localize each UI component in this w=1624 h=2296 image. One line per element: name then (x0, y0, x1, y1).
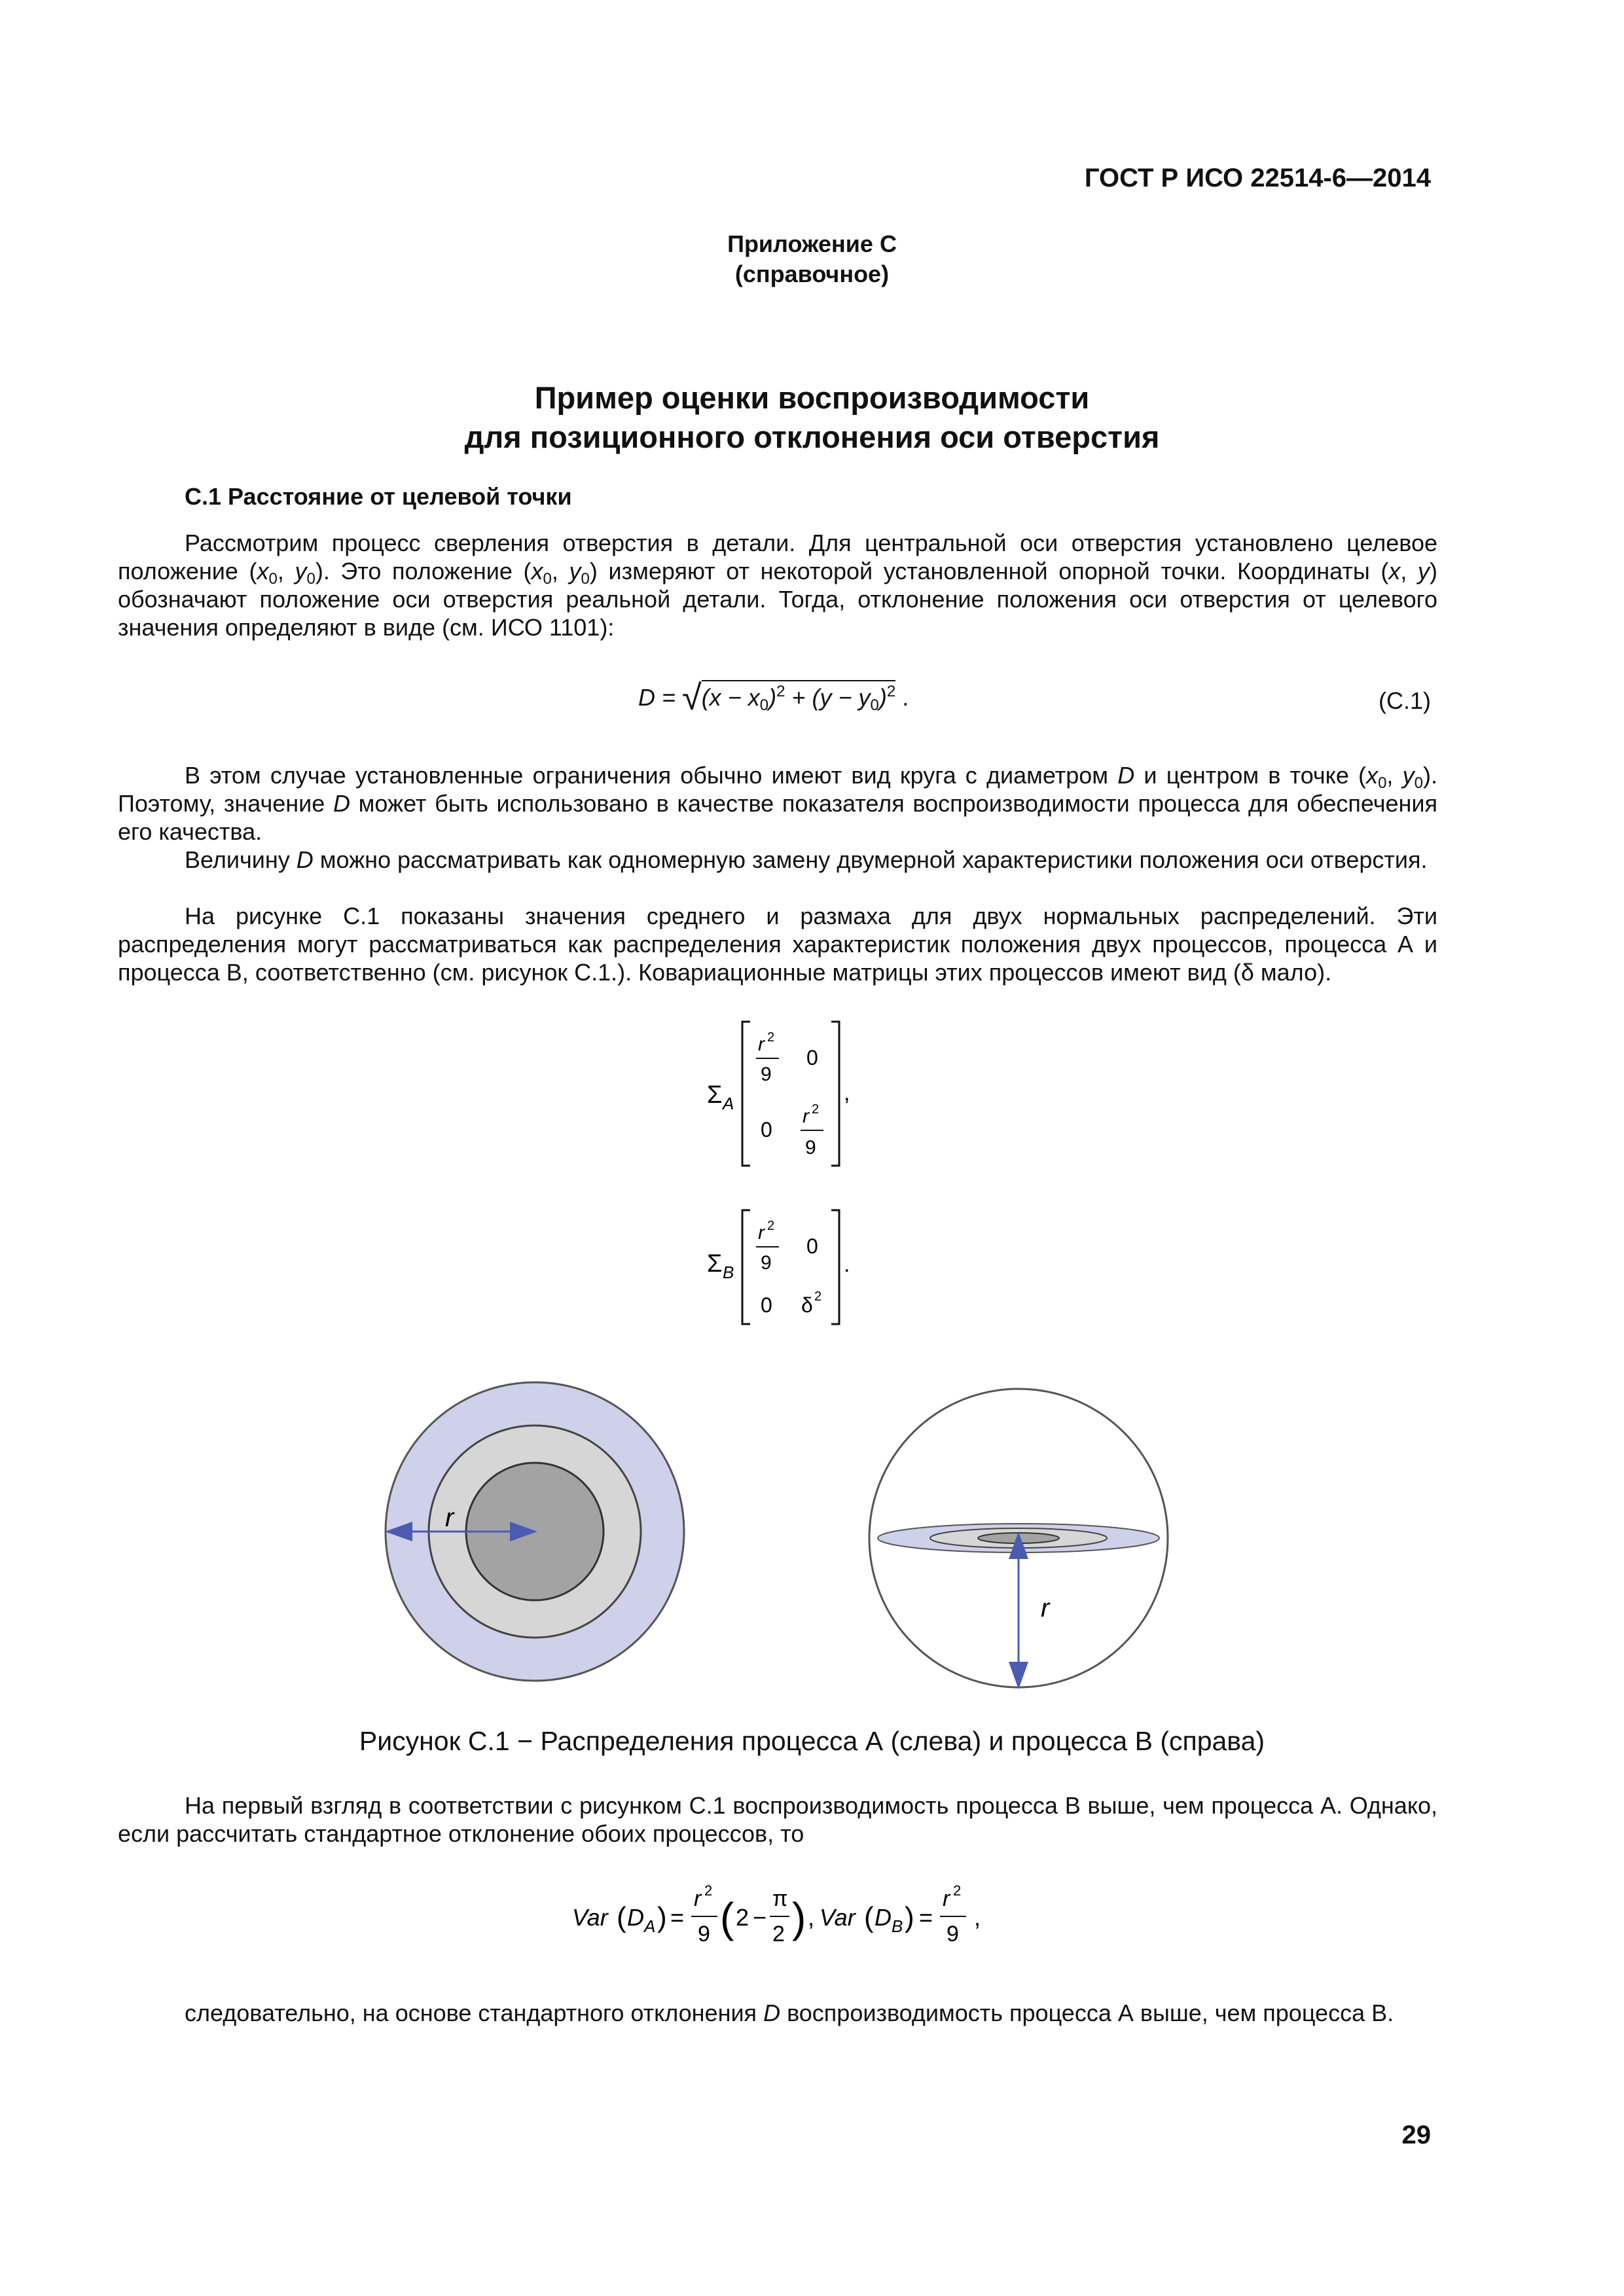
svg-text:,: , (844, 1081, 850, 1105)
svg-text:0: 0 (761, 1293, 772, 1317)
paragraph-1: Рассмотрим процесс сверления отверстия в детали. Для центральной оси отверстия установлено целевое положение ($x_0$, $y_0$). Это положение ($x_0$, $y_0$) измеряют от некоторой установленной опорной точки. Координаты (x, y) обозначают положение оси отверстия реальной детали. Тогда, отклонение положения оси отверстия от целевого значения определяют в виде (см. ИСО 1101): (118, 529, 1437, 641)
svg-text:2: 2 (767, 1030, 775, 1045)
page-number: 29 (1401, 2121, 1431, 2149)
equation-c1: $D = √(x - x_0)^2 + (y - y_0)^2$ . (638, 678, 909, 717)
svg-text:Σ: Σ (707, 1081, 723, 1109)
svg-text:9: 9 (761, 1252, 772, 1274)
svg-text:B: B (892, 1916, 903, 1936)
svg-text:B: B (723, 1263, 734, 1282)
radius-label-left: r (445, 1503, 454, 1532)
title-line2: для позиционного отклонения оси отверстия (464, 420, 1160, 454)
svg-text:0: 0 (761, 1118, 772, 1141)
svg-text:2: 2 (736, 1904, 749, 1931)
svg-text:r: r (758, 1222, 765, 1244)
equation-c1-number: (C.1) (1379, 687, 1431, 714)
matrix-sigma-a (694, 1018, 929, 1175)
svg-text:,: , (808, 1904, 815, 1931)
svg-text:2: 2 (767, 1219, 775, 1233)
paragraph-5: На первый взгляд в соответствии с рисунком С.1 воспроизводимость процесса В выше, чем процесса А. Однако, если рассчитать стандартное отклонение обоих процессов, то (118, 1792, 1437, 1847)
svg-text:9: 9 (761, 1064, 772, 1085)
svg-text:): ) (792, 1894, 806, 1941)
svg-text:A: A (723, 1094, 734, 1113)
svg-text:): ) (905, 1901, 914, 1933)
svg-text:,: , (974, 1904, 981, 1931)
svg-text:=: = (919, 1904, 933, 1931)
svg-text:2: 2 (814, 1289, 822, 1304)
annex-line2: (справочное) (734, 260, 890, 287)
title-line1: Пример оценки воспроизводимости (534, 380, 1090, 415)
svg-text:(: ( (617, 1901, 626, 1933)
svg-text:Var: Var (820, 1904, 856, 1931)
svg-text:=: = (670, 1904, 685, 1931)
svg-text:r: r (803, 1105, 809, 1127)
paragraph-3: Величину D можно рассматривать как одномерную замену двумерной характеристики положения оси отверстия. (185, 846, 1428, 873)
svg-text:0: 0 (806, 1046, 818, 1069)
svg-text:−: − (753, 1904, 767, 1931)
annex-line1: Приложение С (727, 230, 897, 257)
svg-text:9: 9 (698, 1922, 710, 1946)
svg-text:.: . (844, 1252, 850, 1277)
annex-heading (0, 229, 1624, 289)
svg-text:2: 2 (953, 1882, 962, 1899)
svg-text:(: ( (720, 1894, 734, 1941)
svg-text:δ: δ (801, 1293, 813, 1317)
process-b-distribution (869, 1389, 1168, 1687)
figure-c1 (367, 1381, 1191, 1695)
svg-text:r: r (943, 1886, 950, 1911)
svg-text:π: π (772, 1886, 788, 1911)
svg-text:(: ( (864, 1901, 874, 1933)
svg-text:Var: Var (572, 1904, 608, 1931)
svg-text:r: r (758, 1033, 765, 1055)
paragraph-4: На рисунке С.1 показаны значения среднего и размаха для двух нормальных распределений. Эти распределения могут рассматриваться как распределения характеристик положения двух процессов, процесса А и процесса В, соответственно (см. рисунок С.1.). Ковариационные матрицы этих процессов имеют вид (δ мало). (118, 903, 1437, 986)
svg-text:Σ: Σ (707, 1250, 723, 1278)
svg-text:r: r (694, 1886, 702, 1911)
variance-equation (563, 1873, 1060, 1958)
svg-text:9: 9 (805, 1137, 816, 1158)
svg-text:2: 2 (704, 1882, 713, 1899)
svg-text:2: 2 (772, 1922, 785, 1946)
process-a-distribution (386, 1382, 684, 1681)
section-heading: С.1 Расстояние от целевой точки (185, 483, 572, 510)
standard-header: ГОСТ Р ИСО 22514-6—2014 (1084, 164, 1431, 192)
radius-label-right: r (1041, 1594, 1050, 1623)
svg-text:D: D (627, 1904, 644, 1931)
svg-text:0: 0 (806, 1234, 818, 1258)
paragraph-2: В этом случае установленные ограничения обычно имеют вид круга с диаметром D и центром в точке ($x_0$, $y_0$). Поэтому, значение D может быть использовано в качестве показателя воспроизводимости процесса для обеспечения его качества. (118, 762, 1437, 845)
matrix-sigma-b (694, 1206, 929, 1331)
figure-caption: Рисунок С.1 − Распределения процесса А (слева) и процесса В (справа) (359, 1726, 1265, 1756)
svg-text:D: D (875, 1904, 892, 1931)
svg-text:A: A (644, 1916, 656, 1936)
svg-text:9: 9 (947, 1922, 959, 1946)
svg-text:): ) (657, 1901, 667, 1933)
page-title (0, 378, 1624, 457)
paragraph-6: следовательно, на основе стандартного отклонения D воспроизводимость процесса А выше, чем процесса В. (185, 2000, 1394, 2026)
svg-text:2: 2 (812, 1102, 820, 1117)
